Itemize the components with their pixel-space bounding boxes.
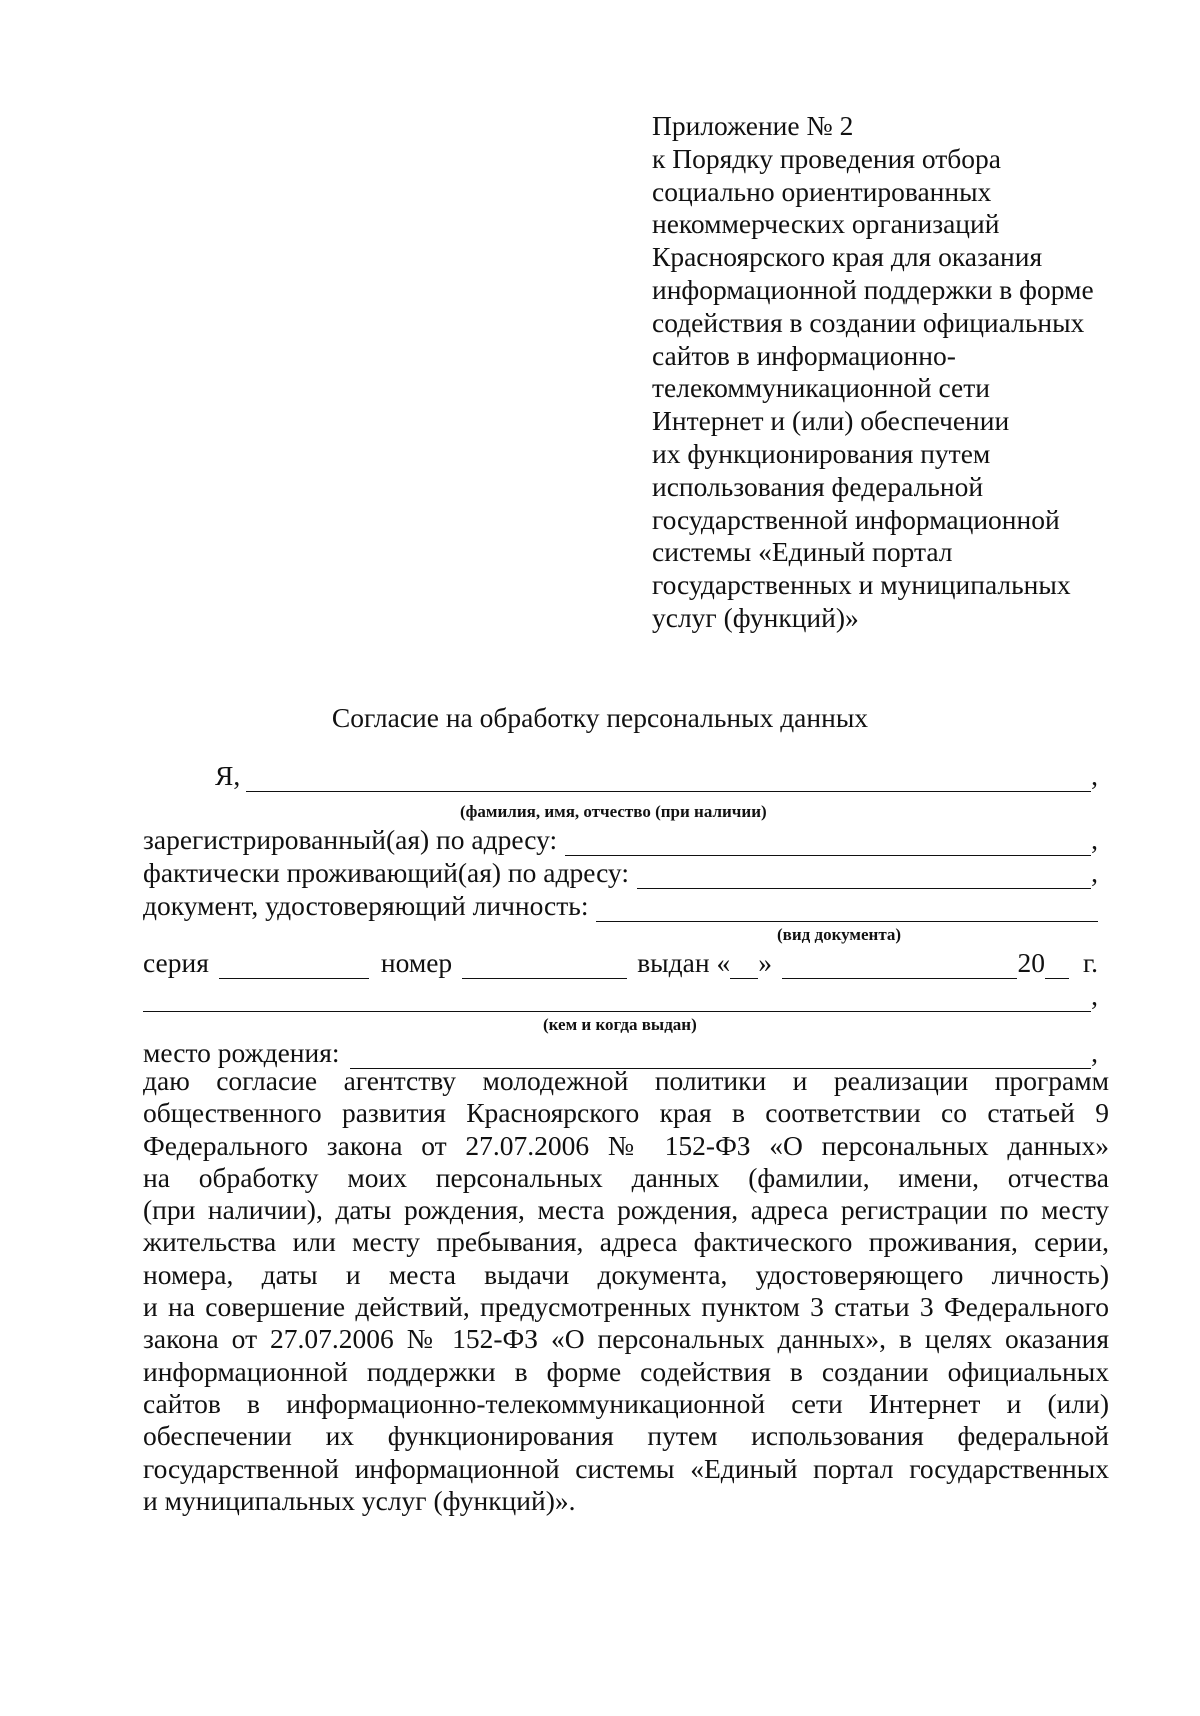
issued-by-field[interactable]: [143, 985, 1091, 1012]
issued-label: выдан «: [637, 947, 731, 978]
consent-line: закона от 27.07.2006 № 152-ФЗ «О персональных данных», в целях оказания: [143, 1323, 1109, 1355]
consent-line: сайтов в информационно-телекоммуникационной сети Интернет и (или): [143, 1387, 1109, 1419]
comma: ,: [1091, 1037, 1098, 1068]
document-row: [143, 888, 1098, 922]
consent-line: и на совершение действий, предусмотренных пунктом 3 статьи 3 Федерального: [143, 1291, 1109, 1323]
fio-note: (фамилия, имя, отчество (при наличии): [460, 802, 767, 821]
annex-line: Приложение № 2: [652, 110, 854, 141]
consent-line: Федерального закона от 27.07.2006 № 152-ФЗ «О персональных данных»: [143, 1129, 1109, 1161]
comma: ,: [1091, 857, 1098, 888]
registered-label: зарегистрированный(ая) по адресу:: [143, 824, 558, 855]
consent-line: обеспечении их функционирования путем использования федеральной: [143, 1420, 1109, 1452]
year-prefix: 20: [1017, 947, 1045, 978]
annex-line: услуг (функций)»: [652, 601, 859, 633]
annex-header: [652, 110, 1122, 635]
registered-row: [143, 822, 1098, 856]
series-row: [143, 945, 1098, 979]
actual-address-field[interactable]: [637, 862, 1091, 889]
annex-line: телекоммуникационной сети: [652, 372, 990, 404]
issued-by-row: [143, 978, 1098, 1012]
comma: ,: [1091, 980, 1098, 1011]
issued-by-note: (кем и когда выдан): [543, 1015, 697, 1034]
number-label: номер: [380, 947, 453, 978]
comma: ,: [1091, 760, 1098, 791]
consent-line: жительства или месту пребывания, адреса фактического проживания, серии,: [143, 1226, 1109, 1258]
annex-line: системы «Единый портал: [652, 536, 953, 568]
annex-line: Интернет и (или) обеспечении: [652, 405, 1010, 437]
annex-line: социально ориентированных: [652, 175, 992, 207]
annex-line: содействия в создании официальных: [652, 306, 1085, 338]
consent-line: на обработку моих персональных данных (фамилии, имени, отчества: [143, 1161, 1109, 1193]
fio-row: [143, 758, 1098, 792]
annex-line: сайтов в информационно-: [652, 339, 956, 371]
year-suffix: г.: [1082, 947, 1098, 978]
series-label: серия: [143, 947, 209, 978]
consent-line: общественного развития Красноярского края в соответствии со статьей 9: [143, 1097, 1109, 1129]
consent-line: даю согласие агентству молодежной политики и реализации программ: [143, 1065, 1109, 1096]
annex-line: использования федеральной: [652, 470, 984, 502]
fio-field[interactable]: [246, 765, 1091, 792]
consent-line: государственной информационной системы «Единый портал государственных: [143, 1452, 1109, 1484]
document-title: Согласие на обработку персональных данных: [331, 702, 869, 733]
issued-month-field[interactable]: [782, 952, 1017, 979]
actual-row: [143, 855, 1098, 889]
annex-line: государственных и муниципальных: [652, 569, 1071, 601]
consent-paragraph: [143, 1065, 1109, 1517]
consent-line: номера, даты и места выдачи документа, удостоверяющего личность): [143, 1258, 1109, 1290]
annex-line: их функционирования путем: [652, 437, 991, 469]
birthplace-label: место рождения:: [143, 1037, 340, 1068]
actual-label: фактически проживающий(ая) по адресу:: [143, 857, 629, 888]
number-field[interactable]: [462, 952, 627, 979]
comma: ,: [1091, 824, 1098, 855]
doc-type-note: (вид документа): [777, 925, 902, 944]
consent-last-line: и муниципальных услуг (функций)».: [143, 1484, 576, 1516]
annex-line: государственной информационной: [652, 503, 1060, 535]
issued-close: »: [758, 947, 772, 978]
i-label: Я,: [215, 760, 241, 791]
annex-line: Красноярского края для оказания: [652, 241, 1043, 273]
series-field[interactable]: [219, 952, 369, 979]
birthplace-row: [143, 1035, 1098, 1069]
issued-day-field[interactable]: [730, 952, 758, 979]
annex-line: некоммерческих организаций: [652, 208, 1000, 240]
registered-address-field[interactable]: [565, 829, 1091, 856]
consent-line: (при наличии), даты рождения, места рождения, адреса регистрации по месту: [143, 1194, 1109, 1226]
annex-line: информационной поддержки в форме: [652, 273, 1094, 305]
consent-line: информационной поддержки в форме содействия в создании официальных: [143, 1355, 1109, 1387]
annex-line: к Порядку проведения отбора: [652, 142, 1001, 174]
document-label: документ, удостоверяющий личность:: [143, 890, 589, 921]
year-field[interactable]: [1045, 952, 1069, 979]
document-field[interactable]: [596, 895, 1098, 922]
